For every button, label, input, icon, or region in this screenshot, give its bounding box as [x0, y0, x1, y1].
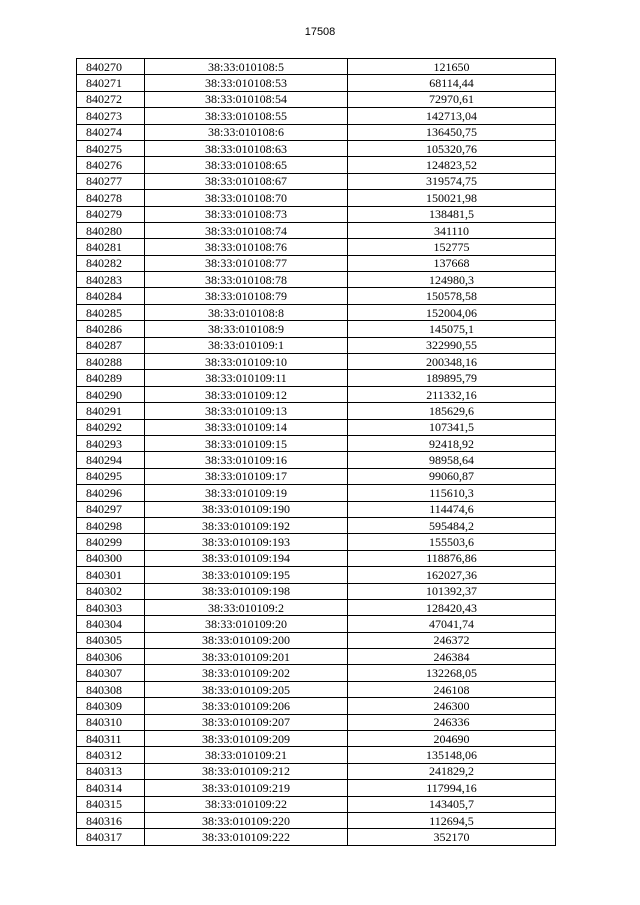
- table-row: [77, 681, 556, 697]
- row-id-cell: 840304: [77, 616, 145, 632]
- cadastral-number-cell: 38:33:010109:205: [145, 681, 348, 697]
- value-cell: 112694,5: [348, 812, 556, 828]
- value-cell: 152775: [348, 239, 556, 255]
- row-id-cell: 840306: [77, 649, 145, 665]
- value-cell: 99060,87: [348, 468, 556, 484]
- cadastral-number-cell: 38:33:010109:17: [145, 468, 348, 484]
- value-cell: 322990,55: [348, 337, 556, 353]
- row-id-cell: 840289: [77, 370, 145, 386]
- value-cell: 137668: [348, 255, 556, 271]
- value-cell: 47041,74: [348, 616, 556, 632]
- row-id-cell: 840282: [77, 255, 145, 271]
- table-row: [77, 731, 556, 747]
- cadastral-number-cell: 38:33:010109:190: [145, 501, 348, 517]
- cadastral-number-cell: 38:33:010108:79: [145, 288, 348, 304]
- row-id-cell: 840276: [77, 157, 145, 173]
- value-cell: 204690: [348, 731, 556, 747]
- value-cell: 246336: [348, 714, 556, 730]
- table-row: [77, 140, 556, 156]
- row-id-cell: 840292: [77, 419, 145, 435]
- row-id-cell: 840297: [77, 501, 145, 517]
- row-id-cell: 840299: [77, 534, 145, 550]
- row-id-cell: 840290: [77, 386, 145, 402]
- value-cell: 189895,79: [348, 370, 556, 386]
- value-cell: 98958,64: [348, 452, 556, 468]
- cadastral-number-cell: 38:33:010109:11: [145, 370, 348, 386]
- value-cell: 595484,2: [348, 517, 556, 533]
- table-row: [77, 616, 556, 632]
- cadastral-number-cell: 38:33:010108:65: [145, 157, 348, 173]
- cadastral-number-cell: 38:33:010109:22: [145, 796, 348, 812]
- cadastral-number-cell: 38:33:010109:195: [145, 567, 348, 583]
- row-id-cell: 840316: [77, 812, 145, 828]
- table-row: [77, 272, 556, 288]
- value-cell: 121650: [348, 59, 556, 75]
- cadastral-number-cell: 38:33:010109:200: [145, 632, 348, 648]
- value-cell: 72970,61: [348, 91, 556, 107]
- row-id-cell: 840302: [77, 583, 145, 599]
- cadastral-number-cell: 38:33:010108:5: [145, 59, 348, 75]
- cadastral-number-cell: 38:33:010109:10: [145, 354, 348, 370]
- row-id-cell: 840291: [77, 403, 145, 419]
- value-cell: 105320,76: [348, 140, 556, 156]
- value-cell: 246300: [348, 698, 556, 714]
- row-id-cell: 840293: [77, 435, 145, 451]
- row-id-cell: 840315: [77, 796, 145, 812]
- row-id-cell: 840274: [77, 124, 145, 140]
- row-id-cell: 840286: [77, 321, 145, 337]
- cadastral-value-table: [76, 58, 556, 846]
- row-id-cell: 840305: [77, 632, 145, 648]
- value-cell: 142713,04: [348, 108, 556, 124]
- value-cell: 138481,5: [348, 206, 556, 222]
- value-cell: 114474,6: [348, 501, 556, 517]
- table-row: [77, 419, 556, 435]
- value-cell: 68114,44: [348, 75, 556, 91]
- cadastral-number-cell: 38:33:010109:193: [145, 534, 348, 550]
- table-row: [77, 452, 556, 468]
- table-row: [77, 649, 556, 665]
- value-cell: 211332,16: [348, 386, 556, 402]
- table-row: [77, 304, 556, 320]
- value-cell: 246372: [348, 632, 556, 648]
- row-id-cell: 840284: [77, 288, 145, 304]
- row-id-cell: 840279: [77, 206, 145, 222]
- table-row: [77, 403, 556, 419]
- row-id-cell: 840271: [77, 75, 145, 91]
- table-row: [77, 370, 556, 386]
- cadastral-number-cell: 38:33:010109:206: [145, 698, 348, 714]
- table-row: [77, 485, 556, 501]
- row-id-cell: 840307: [77, 665, 145, 681]
- row-id-cell: 840270: [77, 59, 145, 75]
- table-row: [77, 747, 556, 763]
- cadastral-number-cell: 38:33:010109:1: [145, 337, 348, 353]
- value-cell: 118876,86: [348, 550, 556, 566]
- table-row: [77, 468, 556, 484]
- value-cell: 150021,98: [348, 190, 556, 206]
- cadastral-number-cell: 38:33:010108:8: [145, 304, 348, 320]
- cadastral-number-cell: 38:33:010109:194: [145, 550, 348, 566]
- cadastral-number-cell: 38:33:010109:2: [145, 599, 348, 615]
- table-row: [77, 534, 556, 550]
- row-id-cell: 840296: [77, 485, 145, 501]
- cadastral-number-cell: 38:33:010108:74: [145, 222, 348, 238]
- value-cell: 143405,7: [348, 796, 556, 812]
- table-row: [77, 239, 556, 255]
- value-cell: 319574,75: [348, 173, 556, 189]
- value-cell: 200348,16: [348, 354, 556, 370]
- value-cell: 162027,36: [348, 567, 556, 583]
- cadastral-number-cell: 38:33:010108:53: [145, 75, 348, 91]
- value-cell: 92418,92: [348, 435, 556, 451]
- table-row: [77, 665, 556, 681]
- value-cell: 136450,75: [348, 124, 556, 140]
- table-body: [77, 59, 556, 846]
- table-row: [77, 190, 556, 206]
- row-id-cell: 840295: [77, 468, 145, 484]
- table-row: [77, 632, 556, 648]
- table-row: [77, 517, 556, 533]
- cadastral-number-cell: 38:33:010109:220: [145, 812, 348, 828]
- table-row: [77, 255, 556, 271]
- table-row: [77, 780, 556, 796]
- cadastral-number-cell: 38:33:010109:15: [145, 435, 348, 451]
- row-id-cell: 840311: [77, 731, 145, 747]
- table-row: [77, 206, 556, 222]
- table-row: [77, 583, 556, 599]
- row-id-cell: 840313: [77, 763, 145, 779]
- page-number: 17508: [304, 26, 336, 38]
- table-row: [77, 550, 556, 566]
- table-row: [77, 354, 556, 370]
- table-row: [77, 124, 556, 140]
- cadastral-number-cell: 38:33:010109:212: [145, 763, 348, 779]
- row-id-cell: 840277: [77, 173, 145, 189]
- cadastral-number-cell: 38:33:010108:54: [145, 91, 348, 107]
- row-id-cell: 840294: [77, 452, 145, 468]
- table-row: [77, 698, 556, 714]
- row-id-cell: 840308: [77, 681, 145, 697]
- value-cell: 246384: [348, 649, 556, 665]
- row-id-cell: 840303: [77, 599, 145, 615]
- table-row: [77, 91, 556, 107]
- cadastral-number-cell: 38:33:010108:73: [145, 206, 348, 222]
- value-cell: 107341,5: [348, 419, 556, 435]
- value-cell: 352170: [348, 829, 556, 845]
- value-cell: 115610,3: [348, 485, 556, 501]
- table-row: [77, 567, 556, 583]
- row-id-cell: 840309: [77, 698, 145, 714]
- row-id-cell: 840285: [77, 304, 145, 320]
- cadastral-number-cell: 38:33:010109:13: [145, 403, 348, 419]
- value-cell: 152004,06: [348, 304, 556, 320]
- cadastral-number-cell: 38:33:010108:78: [145, 272, 348, 288]
- table-row: [77, 763, 556, 779]
- table-row: [77, 337, 556, 353]
- cadastral-number-cell: 38:33:010108:67: [145, 173, 348, 189]
- cadastral-number-cell: 38:33:010109:19: [145, 485, 348, 501]
- row-id-cell: 840287: [77, 337, 145, 353]
- row-id-cell: 840314: [77, 780, 145, 796]
- cadastral-number-cell: 38:33:010109:12: [145, 386, 348, 402]
- value-cell: 145075,1: [348, 321, 556, 337]
- row-id-cell: 840312: [77, 747, 145, 763]
- value-cell: 124980,3: [348, 272, 556, 288]
- row-id-cell: 840298: [77, 517, 145, 533]
- value-cell: 101392,37: [348, 583, 556, 599]
- value-cell: 117994,16: [348, 780, 556, 796]
- value-cell: 132268,05: [348, 665, 556, 681]
- value-cell: 150578,58: [348, 288, 556, 304]
- cadastral-number-cell: 38:33:010109:222: [145, 829, 348, 845]
- row-id-cell: 840275: [77, 140, 145, 156]
- table-row: [77, 59, 556, 75]
- cadastral-number-cell: 38:33:010109:16: [145, 452, 348, 468]
- table-row: [77, 75, 556, 91]
- row-id-cell: 840301: [77, 567, 145, 583]
- cadastral-number-cell: 38:33:010109:219: [145, 780, 348, 796]
- cadastral-number-cell: 38:33:010108:55: [145, 108, 348, 124]
- table-row: [77, 812, 556, 828]
- table-row: [77, 599, 556, 615]
- value-cell: 246108: [348, 681, 556, 697]
- cadastral-number-cell: 38:33:010108:63: [145, 140, 348, 156]
- cadastral-number-cell: 38:33:010108:9: [145, 321, 348, 337]
- row-id-cell: 840278: [77, 190, 145, 206]
- row-id-cell: 840273: [77, 108, 145, 124]
- value-cell: 185629,6: [348, 403, 556, 419]
- table-row: [77, 714, 556, 730]
- cadastral-number-cell: 38:33:010108:76: [145, 239, 348, 255]
- table-row: [77, 829, 556, 845]
- table-row: [77, 222, 556, 238]
- cadastral-number-cell: 38:33:010109:209: [145, 731, 348, 747]
- value-cell: 341110: [348, 222, 556, 238]
- cadastral-number-cell: 38:33:010109:21: [145, 747, 348, 763]
- row-id-cell: 840283: [77, 272, 145, 288]
- cadastral-number-cell: 38:33:010109:14: [145, 419, 348, 435]
- row-id-cell: 840310: [77, 714, 145, 730]
- table-row: [77, 157, 556, 173]
- table-row: [77, 321, 556, 337]
- table-row: [77, 288, 556, 304]
- cadastral-number-cell: 38:33:010109:192: [145, 517, 348, 533]
- row-id-cell: 840281: [77, 239, 145, 255]
- value-cell: 135148,06: [348, 747, 556, 763]
- value-cell: 128420,43: [348, 599, 556, 615]
- table-row: [77, 108, 556, 124]
- cadastral-number-cell: 38:33:010108:77: [145, 255, 348, 271]
- row-id-cell: 840280: [77, 222, 145, 238]
- value-cell: 241829,2: [348, 763, 556, 779]
- cadastral-number-cell: 38:33:010109:20: [145, 616, 348, 632]
- cadastral-number-cell: 38:33:010108:6: [145, 124, 348, 140]
- value-cell: 124823,52: [348, 157, 556, 173]
- cadastral-number-cell: 38:33:010109:201: [145, 649, 348, 665]
- table-row: [77, 796, 556, 812]
- table-row: [77, 173, 556, 189]
- cadastral-number-cell: 38:33:010109:207: [145, 714, 348, 730]
- row-id-cell: 840288: [77, 354, 145, 370]
- table-row: [77, 386, 556, 402]
- cadastral-number-cell: 38:33:010109:202: [145, 665, 348, 681]
- table-row: [77, 501, 556, 517]
- cadastral-number-cell: 38:33:010108:70: [145, 190, 348, 206]
- row-id-cell: 840272: [77, 91, 145, 107]
- row-id-cell: 840300: [77, 550, 145, 566]
- value-cell: 155503,6: [348, 534, 556, 550]
- table-row: [77, 435, 556, 451]
- cadastral-number-cell: 38:33:010109:198: [145, 583, 348, 599]
- row-id-cell: 840317: [77, 829, 145, 845]
